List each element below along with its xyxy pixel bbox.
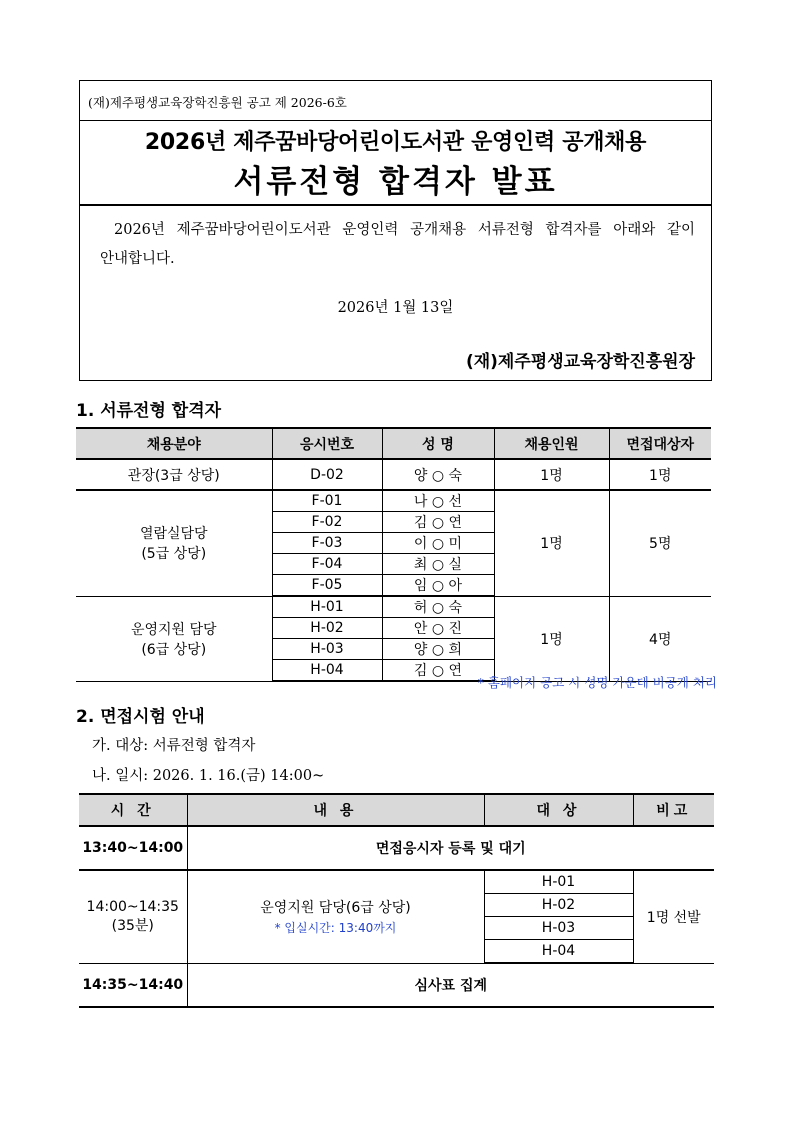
applicant-id-cell: F-05	[272, 575, 382, 597]
applicant-id-cell: H-02	[272, 618, 382, 639]
field-cell: 관장(3급 상당)	[76, 459, 272, 490]
applicant-name-cell: 허 ○ 숙	[382, 596, 494, 618]
header-cell: 대 상	[484, 794, 633, 826]
notice-body: 2026년 제주꿈바당어린이도서관 운영인력 공개채용 서류전형 합격자를 아래와 같이 안내합니다.	[100, 222, 695, 267]
applicant-name-cell: 나 ○ 선	[382, 490, 494, 512]
notice-box	[79, 80, 712, 381]
target-cell: H-03	[484, 917, 633, 940]
applicant-name-cell: 이 ○ 미	[382, 533, 494, 554]
content-cell: 면접응시자 등록 및 대기	[187, 826, 714, 870]
schedule-table	[79, 793, 714, 1008]
notice-number: (재)제주평생교육장학진흥원 공고 제 2026-6호	[88, 95, 347, 110]
table-row	[76, 596, 711, 618]
title-line-2: 서류전형 합격자 발표	[233, 164, 558, 200]
content-text: 운영지원 담당(6급 상당)	[260, 900, 411, 917]
divider	[80, 120, 711, 121]
target-cell: H-04	[484, 940, 633, 964]
hires-cell: 1명	[494, 596, 609, 681]
content-cell: 심사표 집계	[187, 963, 714, 1007]
header-cell: 시 간	[79, 794, 187, 826]
applicant-id-cell: F-04	[272, 554, 382, 575]
section2-title: 2. 면접시험 안내	[76, 707, 205, 727]
applicant-name-cell: 김 ○ 연	[382, 512, 494, 533]
header-cell: 면접대상자	[609, 428, 711, 459]
header-cell: 채용인원	[494, 428, 609, 459]
interviewees-cell: 1명	[609, 459, 711, 490]
field-cell: 열람실담당 (5급 상당)	[76, 490, 272, 596]
interview-datetime: 나. 일시: 2026. 1. 16.(금) 14:00~	[92, 768, 325, 784]
divider-thick	[80, 204, 711, 206]
notice-date: 2026년 1월 13일	[337, 300, 454, 316]
applicant-name-cell: 안 ○ 진	[382, 618, 494, 639]
target-cell: H-01	[484, 870, 633, 894]
entry-time-note: * 입실시간: 13:40까지	[274, 921, 397, 936]
privacy-note: * 홈페이지 공고 시 성명 가운데 비공개 처리	[477, 675, 717, 690]
hires-cell: 1명	[494, 459, 609, 490]
field-cell: 운영지원 담당 (6급 상당)	[76, 596, 272, 681]
target-cell: H-02	[484, 894, 633, 917]
applicant-name-cell: 임 ○ 아	[382, 575, 494, 597]
table-header-row	[76, 428, 711, 459]
section1-title: 1. 서류전형 합격자	[76, 401, 222, 421]
table-row	[76, 490, 711, 512]
interviewees-cell: 5명	[609, 490, 711, 596]
applicant-name-cell: 최 ○ 실	[382, 554, 494, 575]
time-cell: 13:40~14:00	[79, 826, 187, 870]
result-table	[76, 427, 711, 682]
header-cell: 성 명	[382, 428, 494, 459]
header-cell: 응시번호	[272, 428, 382, 459]
title-line-1: 2026년 제주꿈바당어린이도서관 운영인력 공개채용	[144, 130, 647, 155]
applicant-id-cell: H-03	[272, 639, 382, 660]
interview-target: 가. 대상: 서류전형 합격자	[92, 738, 256, 754]
table-row	[79, 870, 714, 894]
hires-cell: 1명	[494, 490, 609, 596]
time-cell: 14:35~14:40	[79, 963, 187, 1007]
header-cell: 채용분야	[76, 428, 272, 459]
table-header-row	[79, 794, 714, 826]
content-cell	[187, 870, 484, 963]
applicant-id-cell: F-01	[272, 490, 382, 512]
applicant-id-cell: H-04	[272, 660, 382, 682]
header-cell: 비고	[633, 794, 714, 826]
notice-signature: (재)제주평생교육장학진흥원장	[465, 352, 695, 372]
applicant-id-cell: D-02	[272, 459, 382, 490]
applicant-name-cell: 양 ○ 희	[382, 639, 494, 660]
applicant-name-cell: 김 ○ 연	[382, 660, 494, 682]
time-cell: 14:00~14:35 (35분)	[79, 870, 187, 963]
applicant-id-cell: F-02	[272, 512, 382, 533]
interviewees-cell: 4명	[609, 596, 711, 681]
table-row	[79, 826, 714, 870]
header-cell: 내 용	[187, 794, 484, 826]
applicant-name-cell: 양 ○ 숙	[382, 459, 494, 490]
remark-cell: 1명 선발	[633, 870, 714, 963]
table-row	[76, 459, 711, 490]
applicant-id-cell: H-01	[272, 596, 382, 618]
result-table-body	[76, 459, 711, 681]
table-row	[79, 963, 714, 1007]
applicant-id-cell: F-03	[272, 533, 382, 554]
